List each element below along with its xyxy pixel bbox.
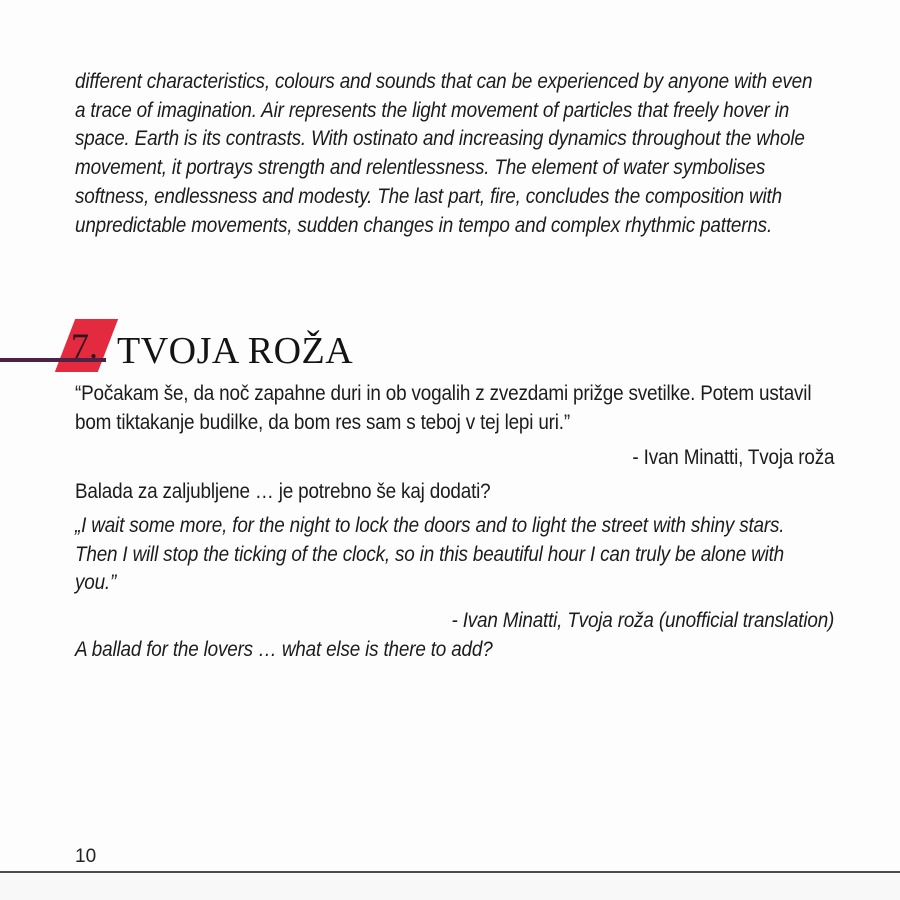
- balada-question: Balada za zaljubljene … je potrebno še kaj dodati?: [75, 480, 491, 503]
- attribution-english: - Ivan Minatti, Tvoja roža (unofficial translation): [451, 609, 834, 632]
- english-quote: „I wait some more, for the night to lock the doors and to light the street with shiny stars. Then I will stop the ticking of the clock, so in this beautiful hour I can truly be alone with you.”: [75, 514, 785, 595]
- section-number: 7.: [71, 326, 98, 366]
- page-number: 10: [75, 846, 97, 867]
- intro-paragraph: different characteristics, colours and sounds that can be experienced by anyone with even a trace of imagination. Air represents the light movement of particles that freely hover in space. Earth is its contrasts. With ostinato and increasing dynamics throughout the whole movement, it portrays strength and relentlessness. The element of water symbolises softness, endlessness and modesty. The last part, fire, concludes the composition with unpredictable movements, sudden changes in tempo and complex rhythmic patterns.: [75, 70, 813, 237]
- slovenian-quote: “Počakam še, da noč zapahne duri in ob vogalih z zvezdami prižge svetilke. Potem ustavil bom tiktakanje budilke, da bom res sam s teboj v tej lepi uri.”: [75, 382, 812, 434]
- ballad-question: A ballad for the lovers … what else is there to add?: [75, 638, 493, 661]
- attribution-slovenian: - Ivan Minatti, Tvoja roža: [632, 446, 834, 469]
- section-title: TVOJA ROŽA: [117, 330, 354, 372]
- footer-strip: [0, 873, 900, 900]
